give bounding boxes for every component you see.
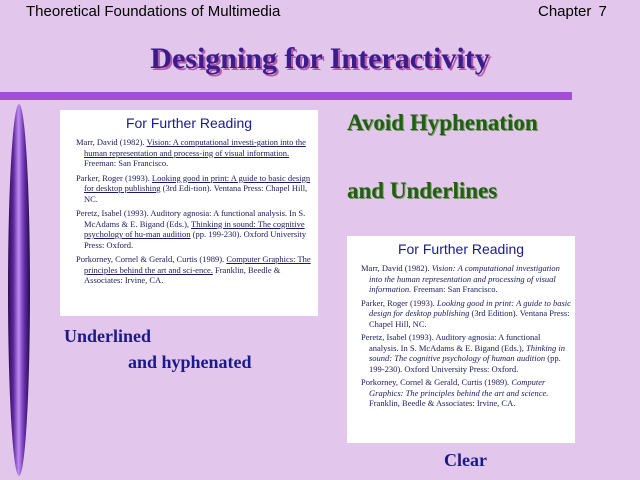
headline-line-1: Avoid Hyphenation <box>347 110 538 135</box>
reference-item: Marr, David (1982). Vision: A computational investi-gation into the human representation and process-ing of visual information. Freeman: San Francisco. <box>76 137 306 168</box>
reference-item: Parker, Roger (1993). Looking good in print: A guide to basic design for desktop publishing (3rd Edi-tion). Ventana Press: Chapel Hill, NC. <box>76 172 311 204</box>
reference-item: Porkorney, Cornel & Gerald, Curtis (1989). Computer Graphics: The principles behind the art and science. Franklin, Beedle & Associates: Irvine, CA. <box>361 377 549 408</box>
course-title: Theoretical Foundations of Multimedia <box>26 3 281 20</box>
decorative-pillar <box>8 104 30 476</box>
headline-line-2: and Underlines <box>347 178 498 203</box>
hyphenated-label: and hyphenated <box>128 352 252 372</box>
underlined-label: Underlined <box>64 326 152 346</box>
clear-label: Clear <box>444 450 487 470</box>
reference-item: Parker, Roger (1993). Looking good in print: A guide to basic design for desktop publishing (3rd Edition). Ventana Press: Chapel Hill, NC. <box>361 297 571 329</box>
reference-item: Peretz, Isabel (1993). Auditory agnosia: A functional analysis. In S. McAdams & E. Bigand (Eds.), Thinking in sound: The cognitive psychology of hu-man audition (pp. 199-230). Oxford University Press: Oxford. <box>76 208 307 250</box>
reading-box-clear <box>347 236 575 443</box>
chapter-label: Chapter 7 <box>538 3 607 20</box>
reference-item: Porkorney, Cornel & Gerald, Curtis (1989). Computer Graphics: The principles behind the art and sci-ence. Franklin, Beedle & Associates: Irvine, CA. <box>76 254 311 285</box>
reading-heading: For Further Reading <box>125 115 253 131</box>
reference-item: Peretz, Isabel (1993). Auditory agnosia: A functional analysis. In S. McAdams & E. Bigand (Eds.), Thinking in sound: The cognitive psychology of human audition (pp. 199-230). Oxford University Press: Oxford. <box>361 332 565 374</box>
reference-item: Marr, David (1982). Vision: A computational investigation into the human representation and processing of visual information. Freeman: San Francisco. <box>361 263 560 294</box>
reading-box-underlined <box>60 110 318 316</box>
title-divider <box>0 92 572 100</box>
reading-heading: For Further Reading <box>397 241 525 257</box>
slide-title: Designing for Interactivity <box>150 42 490 75</box>
